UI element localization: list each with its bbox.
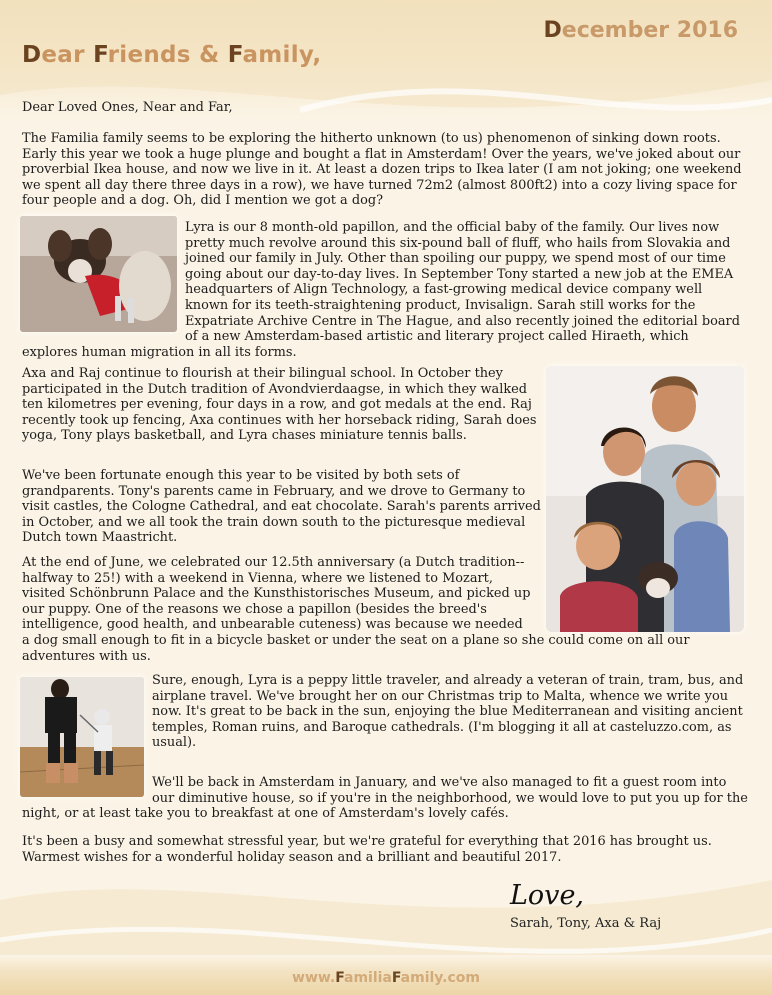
paragraph-lyra: Lyra is our 8 month-old papillon, and the official baby of the family. Our lives now pretty much revolve around this six-pound ball of fluff, who hails from Slovakia and joined our family in July. Other than spoiling our puppy, we spend most of our time going about our day-to-day lives. In September Tony started a new job at the EMEA headquarters of Align Technology, a fast-growing medical device company well known for its teeth-straightening product, Invisalign. Sarah still works for the Expatriate Archive Centre in The Hague, and also recently joined the editorial board of a new Amsterdam-based artistic and literary project called Hiraeth, which explores human migration in all its forms. — [22, 220, 740, 360]
text-wrap-spacer — [22, 220, 185, 333]
closing-love: Love, — [510, 880, 584, 911]
paragraph-closing-wishes: It's been a busy and somewhat stressful year, but we're grateful for everything that 2016 has brought us. Warmest wishes for a wonderful holiday season and a brilliant and beautiful 2017. — [22, 834, 712, 865]
footer-website: www.FamiliaFamily.com — [292, 970, 480, 986]
paragraph-grandparents: We've been fortunate enough this year to be visited by both sets of grandparents. Tony's parents came in February, and we drove to Germany to visit castles, the Cologne Cathedral, and eat chocolate. Sarah's parents arrived in October, and we all took the train down south to the picturesque medieval Dutch town Maastricht. — [22, 468, 541, 546]
paragraph-malta: Sure, enough, Lyra is a peppy little traveler, and already a veteran of train, tram, bus, and airplane travel. We've brought her on our Christmas trip to Malta, whence we write you now. It's great to be back in the sun, enjoying the blue Mediterranean and visiting ancient temples, Roman ruins, and Baroque cathedrals. (I'm blogging it all at casteluzzo.com, as usual). — [152, 673, 744, 751]
paragraph-anniversary: At the end of June, we celebrated our 12.5th anniversary (a Dutch tradition--halfway to 25!) with a weekend in Vienna, where we listened to Mozart, visited Schönbrunn Palace and the Kunsthistorisches Museum, and picked up our puppy. One of the reasons we chose a papillon (besides the breed's intelligence, good health, and unbearable cuteness) was because we needed a dog small enough to fit in a bicycle basket or under the seat on a plane so she could come on all our adventures with us. — [22, 555, 746, 664]
text-wrap-spacer — [534, 555, 746, 632]
paragraph-intro: The Familia family seems to be exploring the hitherto unknown (to us) phenomenon of sinking down roots. Early this year we took a huge plunge and bought a flat in Amsterdam! Over the years, we've joked about our proverbial Ikea house, and now we live in it. At least a dozen trips to Ikea later (I am not joking; one weekend we spent all day there three days in a row), we have turned 72m2 (almost 800ft2) into a cozy living space for four people and a dog. Oh, did I mention we got a dog? — [22, 131, 742, 209]
greeting-title: Dear Friends & Family, — [22, 42, 322, 68]
letter-date: December 2016 — [543, 18, 738, 43]
paragraph-home: We'll be back in Amsterdam in January, and we've also managed to fit a guest room into our diminutive house, so if you're in the neighborhood, we would love to put you up for the night, or at least take you to breakfast at one of Amsterdam's lovely cafés. — [22, 775, 748, 822]
salutation: Dear Loved Ones, Near and Far, — [22, 100, 233, 115]
signature-names: Sarah, Tony, Axa & Raj — [510, 916, 662, 931]
text-wrap-spacer — [22, 775, 152, 797]
paragraph-school: Axa and Raj continue to flourish at their bilingual school. In October they participated in the Dutch tradition of Avondvierdaagse, in which they walked ten kilometres per evening, four days in a row, and got medals at the end. Raj recently took up fencing, Axa continues with her horseback riding, Sarah does yoga, Tony plays basketball, and Lyra chases miniature tennis balls. — [22, 366, 537, 444]
